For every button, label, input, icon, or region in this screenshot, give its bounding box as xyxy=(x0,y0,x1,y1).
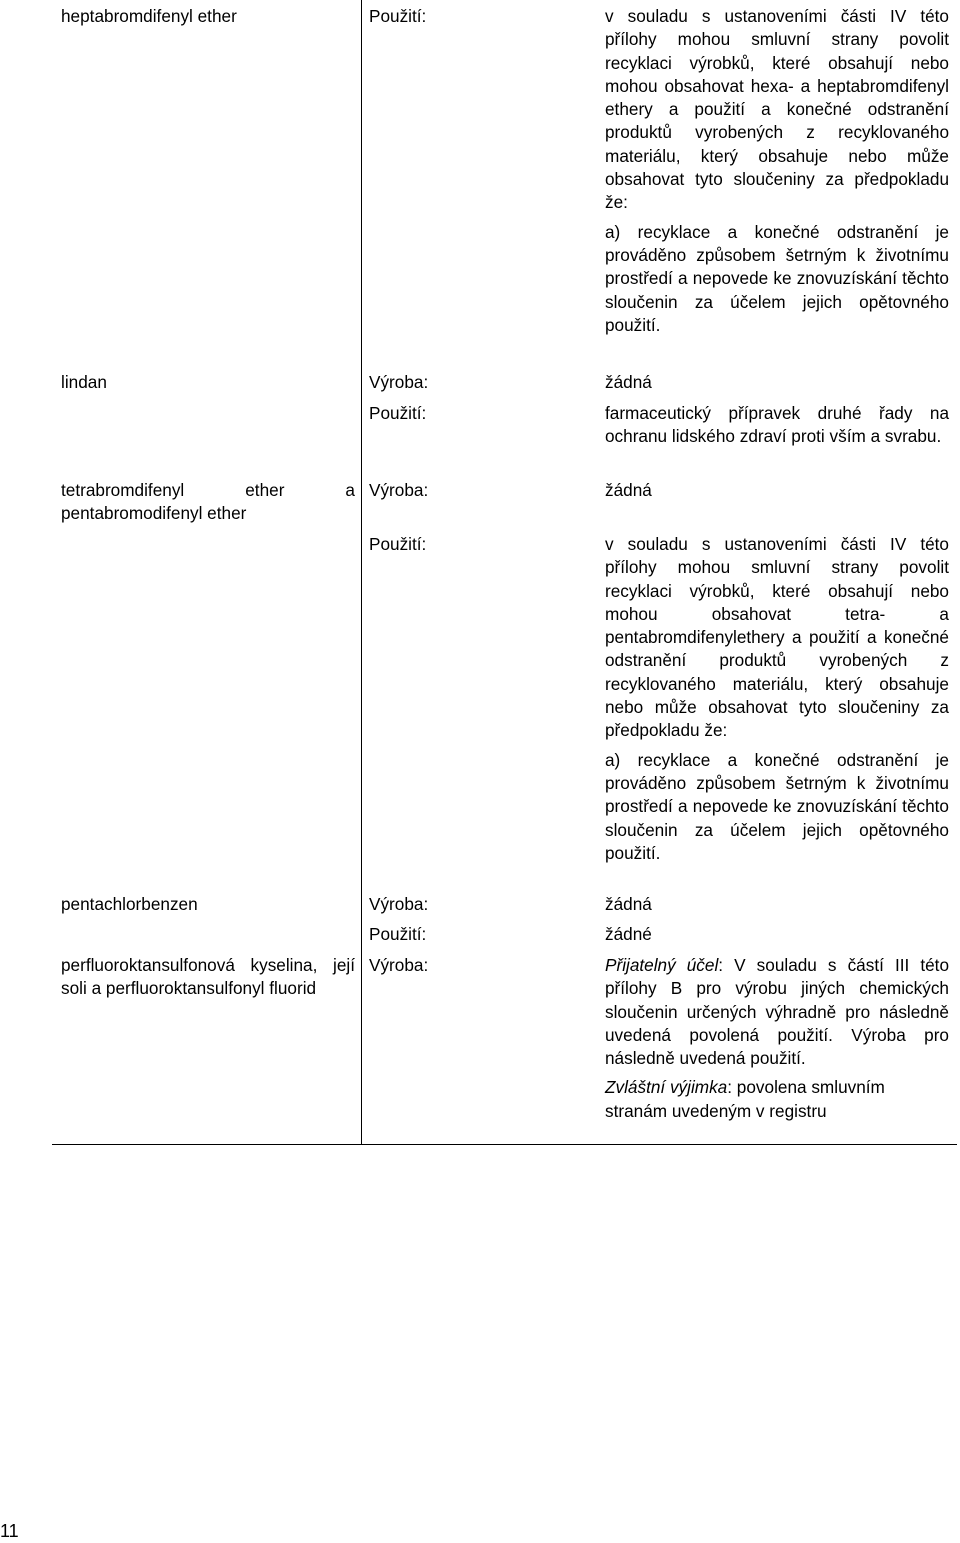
entry-label: Výroba: xyxy=(369,372,429,392)
entry-text xyxy=(605,5,949,337)
entry-label: Výroba: xyxy=(369,480,429,500)
substance-name: heptabromdifenyl ether xyxy=(61,6,237,26)
table-bottom-border xyxy=(52,1144,957,1145)
entry-text: žádné xyxy=(605,924,652,944)
paragraph: a) recyklace a konečné odstranění je prováděno způsobem šetrným k životnímu prostředí a nepovede ke znovuzískání těchto sloučenin za účelem jejich opětovného použití. xyxy=(605,221,949,335)
substance-name: tetrabromdifenyl ether a pentabromodifenyl ether xyxy=(61,480,355,524)
term: Zvláštní výjimka xyxy=(605,1077,728,1098)
substance-name: lindan xyxy=(61,372,107,392)
paragraph: v souladu s ustanoveními části IV této přílohy mohou smluvní strany povolit recyklaci výrobků, které obsahují nebo mohou obsahovat tetra- a pentabromdifenylethery a použití a konečné odstranění produktů vyrobených z recyklovaného materiálu, který obsahuje nebo může obsahovat tyto sloučeniny za předpokladu že: xyxy=(605,534,949,741)
substance-name: perfluoroktansulfonová kyselina, její soli a perfluoroktansulfonyl fluorid xyxy=(61,955,355,999)
entry-label: Použití: xyxy=(369,534,427,554)
paragraph: v souladu s ustanoveními části IV této přílohy mohou smluvní strany povolit recyklaci výrobků, které obsahují nebo mohou obsahovat hexa- a heptabromdifenyl ethery a použití a konečné odstranění produktů vyrobených z recyklovaného materiálu, který obsahuje nebo může obsahovat tyto sloučeniny za předpokladu že: xyxy=(605,6,949,213)
page-number: 11 xyxy=(0,1521,19,1541)
entry-label: Použití: xyxy=(369,6,427,26)
term-text: : V souladu s částí III této přílohy B pro výrobu jiných chemických sloučenin určených výhradně pro následně uvedená povolená použití. Výroba pro následně uvedená použití. xyxy=(605,955,950,1069)
entry-label: Výroba: xyxy=(369,894,429,914)
entry-label: Výroba: xyxy=(369,955,429,975)
entry-text: farmaceutický přípravek druhé řady na ochranu lidského zdraví proti vším a svrabu. xyxy=(605,403,949,447)
column-divider xyxy=(361,0,362,1144)
entry-text xyxy=(605,954,949,1123)
term-text: : povolena smluvním stranám uvedeným v registru xyxy=(605,1077,885,1121)
paragraph: a) recyklace a konečné odstranění je prováděno způsobem šetrným k životnímu prostředí a nepovede ke znovuzískání těchto sloučenin za účelem jejich opětovného použití. xyxy=(605,749,949,863)
entry-label: Použití: xyxy=(369,924,427,944)
paragraph xyxy=(605,1076,949,1123)
term: Přijatelný účel xyxy=(605,955,719,975)
paragraph xyxy=(605,954,949,1070)
entry-text: žádná xyxy=(605,894,652,914)
entry-text xyxy=(605,533,949,865)
entry-label: Použití: xyxy=(369,403,427,423)
substance-name: pentachlorbenzen xyxy=(61,894,198,914)
entry-text: žádná xyxy=(605,480,652,500)
entry-text: žádná xyxy=(605,372,652,392)
